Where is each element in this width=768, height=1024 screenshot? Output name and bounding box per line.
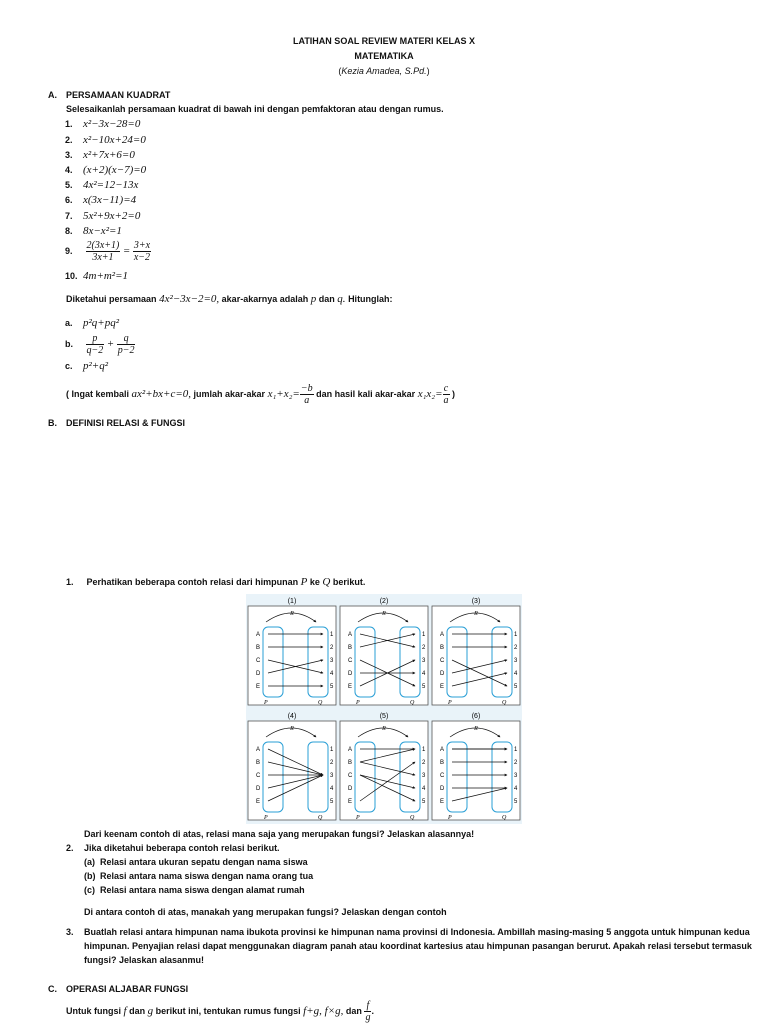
set-q-label: Q <box>502 700 507 706</box>
panel-label: (3) <box>471 598 481 605</box>
question-3: 3. Buatlah relasi antara himpunan nama ibukota provinsi ke himpunan nama provinsi di Indonesia. Ambillah masing-masing 5 anggota untuk himpunan kedua <box>66 927 750 937</box>
section-c-instruction: Untuk fungsi f dan g berikut ini, tentukan rumus fungsi f+g, f×g, dan $\frac{f}{g}$ . <box>66 1000 374 1023</box>
section-c-heading: C. OPERASI ALJABAR FUNGSI <box>48 984 189 994</box>
domain-label: D <box>440 671 445 677</box>
relation-panel-2 <box>340 598 428 706</box>
codomain-label: 4 <box>514 786 518 792</box>
codomain-label: 1 <box>514 632 518 638</box>
relation-panel-5 <box>340 713 428 821</box>
codomain-label: 3 <box>422 773 426 779</box>
domain-label: C <box>440 658 445 664</box>
set-q-label: Q <box>502 815 507 821</box>
codomain-label: 4 <box>330 786 334 792</box>
codomain-label: 2 <box>422 645 426 651</box>
relation-panel-1 <box>248 598 336 706</box>
set-q-label: Q <box>318 815 323 821</box>
codomain-label: 5 <box>330 799 334 805</box>
codomain-label: 5 <box>514 684 518 690</box>
domain-label: E <box>256 799 261 805</box>
given-statement: Diketahui persamaan 4x²−3x−2=0, akar-akarnya adalah p dan q. Hitunglah: <box>66 293 393 305</box>
list-item: 3. x²+7x+6=0 <box>65 149 135 161</box>
relation-label: R <box>382 726 386 732</box>
set-p-label: P <box>448 815 452 821</box>
question-3-line-2: himpunan. Penyajian relasi dapat menggunakan diagram panah atau koordinat kartesius atau himpunan pasangan berurut. Apakah relasi tersebut termasuk <box>84 941 752 951</box>
domain-label: A <box>440 747 445 753</box>
domain-label: C <box>440 773 445 779</box>
domain-label: C <box>348 658 353 664</box>
list-item: (c) Relasi antara nama siswa dengan alamat rumah <box>84 885 305 895</box>
set-q-label: Q <box>318 700 323 706</box>
codomain-label: 1 <box>330 632 334 638</box>
doc-author: (Kezia Amadea, S.Pd.) <box>338 66 430 76</box>
codomain-label: 5 <box>330 684 334 690</box>
relation-diagrams-figure <box>246 594 522 824</box>
panel-label: (1) <box>287 598 297 605</box>
relation-label: R <box>382 611 386 617</box>
codomain-label: 1 <box>514 747 518 753</box>
codomain-label: 2 <box>514 760 518 766</box>
section-a-instruction: Selesaikanlah persamaan kuadrat di bawah ini dengan pemfaktoran atau dengan rumus. <box>66 104 444 114</box>
set-p-label: P <box>356 700 360 706</box>
codomain-label: 3 <box>330 658 334 664</box>
domain-label: B <box>440 760 445 766</box>
question-2-prompt: Di antara contoh di atas, manakah yang merupakan fungsi? Jelaskan dengan contoh <box>84 907 447 917</box>
hint-formula: ( Ingat kembali ax²+bx+c=0, jumlah akar-akar x₁+x₂= $\frac{-b}{a}$ dan hasil kali akar-akar x₁x₂= $\frac{c}{a}$ ) <box>66 383 456 406</box>
panel-label: (4) <box>287 713 297 720</box>
codomain-label: 5 <box>422 684 426 690</box>
domain-label: D <box>348 671 353 677</box>
relation-label: R <box>290 611 294 617</box>
domain-label: D <box>440 786 445 792</box>
codomain-label: 4 <box>330 671 334 677</box>
relation-panel-4 <box>248 713 336 821</box>
domain-label: E <box>440 799 445 805</box>
domain-label: D <box>256 786 261 792</box>
domain-label: B <box>348 760 353 766</box>
list-item: 7. 5x²+9x+2=0 <box>65 210 141 222</box>
codomain-label: 4 <box>422 786 426 792</box>
section-b-heading: B. DEFINISI RELASI & FUNGSI <box>48 418 186 428</box>
codomain-label: 3 <box>514 658 518 664</box>
relation-panel-3 <box>432 598 520 706</box>
panel-label: (6) <box>471 713 481 720</box>
codomain-label: 2 <box>514 645 518 651</box>
list-item: 5. 4x²=12−13x <box>65 179 139 191</box>
question-2: 2. Jika diketahui beberapa contoh relasi berikut. <box>66 843 280 853</box>
codomain-label: 2 <box>422 760 426 766</box>
section-a-heading: A. PERSAMAAN KUADRAT <box>48 90 171 100</box>
list-item: (a) Relasi antara ukuran sepatu dengan nama siswa <box>84 857 308 867</box>
list-item: (b) Relasi antara nama siswa dengan nama orang tua <box>84 871 314 881</box>
list-item: 1. x²−3x−28=0 <box>65 118 141 130</box>
set-q-label: Q <box>410 815 415 821</box>
domain-label: A <box>348 747 353 753</box>
domain-label: C <box>256 773 261 779</box>
codomain-label: 5 <box>422 799 426 805</box>
codomain-label: 2 <box>330 645 334 651</box>
codomain-label: 5 <box>514 799 518 805</box>
question-1: 1. Perhatikan beberapa contoh relasi dari himpunan P ke Q berikut. <box>66 576 366 588</box>
codomain-label: 1 <box>422 632 426 638</box>
relation-label: R <box>474 726 478 732</box>
domain-label: A <box>256 632 261 638</box>
domain-label: D <box>256 671 261 677</box>
document-header <box>0 34 768 79</box>
codomain-label: 1 <box>422 747 426 753</box>
codomain-label: 1 <box>330 747 334 753</box>
domain-label: B <box>348 645 353 651</box>
domain-label: A <box>256 747 261 753</box>
relation-label: R <box>474 611 478 617</box>
relation-panel-6 <box>432 713 520 821</box>
list-item: 9. $\frac{2(3x+1)}{3x+1}$ = $\frac{3+x}{x-2}$ <box>65 240 151 263</box>
set-p-label: P <box>264 700 268 706</box>
domain-label: B <box>256 645 261 651</box>
codomain-label: 4 <box>422 671 426 677</box>
list-item: 10. 4m+m²=1 <box>65 270 129 282</box>
domain-label: B <box>256 760 261 766</box>
codomain-label: 3 <box>330 773 334 779</box>
list-item: 2. x²−10x+24=0 <box>65 134 146 146</box>
set-p-label: P <box>264 815 268 821</box>
domain-label: D <box>348 786 353 792</box>
codomain-label: 2 <box>330 760 334 766</box>
set-p-label: P <box>448 700 452 706</box>
doc-title: LATIHAN SOAL REVIEW MATERI KELAS X <box>292 36 475 46</box>
panel-label: (2) <box>379 598 389 605</box>
doc-subject: MATEMATIKA <box>354 51 414 61</box>
codomain-label: 4 <box>514 671 518 677</box>
question-1-prompt: Dari keenam contoh di atas, relasi mana saja yang merupakan fungsi? Jelaskan alasannya! <box>84 829 475 839</box>
domain-label: E <box>348 684 353 690</box>
domain-label: A <box>348 632 353 638</box>
domain-label: B <box>440 645 445 651</box>
domain-label: C <box>256 658 261 664</box>
domain-label: E <box>256 684 261 690</box>
domain-label: E <box>348 799 353 805</box>
set-p-label: P <box>356 815 360 821</box>
codomain-label: 3 <box>422 658 426 664</box>
codomain-label: 3 <box>514 773 518 779</box>
set-q-label: Q <box>410 700 415 706</box>
part-item: b. $\frac{p}{q-2}$ + $\frac{q}{p-2}$ <box>65 333 135 356</box>
domain-label: A <box>440 632 445 638</box>
list-item: 4. (x+2)(x−7)=0 <box>65 164 147 176</box>
list-item: 6. x(3x−11)=4 <box>65 194 137 206</box>
arrow-diagrams <box>246 594 522 824</box>
relation-label: R <box>290 726 294 732</box>
list-item: 8. 8x−x²=1 <box>65 225 122 237</box>
part-item: c. p²+q² <box>65 360 109 372</box>
domain-label: C <box>348 773 353 779</box>
question-3-line-3: fungsi? Jelaskan alasanmu! <box>84 955 205 965</box>
domain-label: E <box>440 684 445 690</box>
part-item: a. p²q+pq² <box>65 317 120 329</box>
panel-label: (5) <box>379 713 389 720</box>
